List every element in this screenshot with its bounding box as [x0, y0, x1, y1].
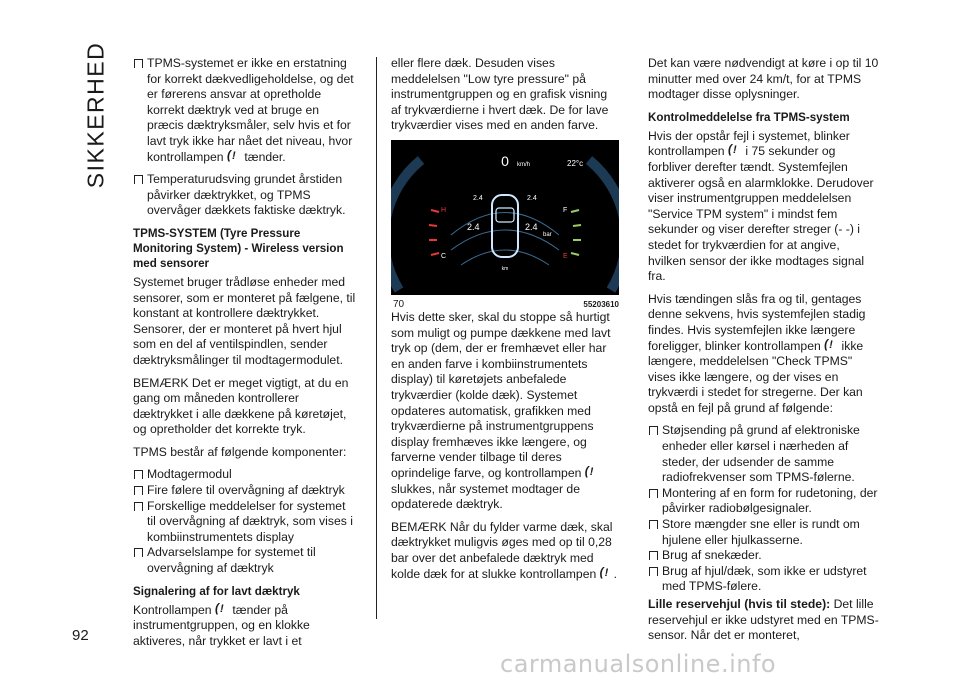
- section-heading: TPMS-SYSTEM (Tyre Pressure Monitoring System) - Wireless version med sensorer: [133, 226, 344, 270]
- page-number: 92: [72, 627, 89, 644]
- list-item: Montering af en form for rudetoning, der påvirker radiobølgesignaler.: [648, 486, 880, 517]
- list-item: Brug af snekæder.: [648, 548, 880, 564]
- note-paragraph: BEMÆRK Når du fylder varme dæk, skal dæktrykket muligvis øges med op til 0,28 bar over det anbefalede dæktryk med kolde dæk for at slukke kontrollampen ( ! .: [391, 520, 619, 582]
- inline-heading: Lille reservehjul (hvis til stede):: [648, 597, 831, 611]
- paragraph: eller flere dæk. Desuden vises meddelelsen "Low tyre pressure" på instrumentgruppen og en grafisk visning af trykværdierne i hvert dæk. De for lave trykværdier vises med en anden farve.: [391, 56, 609, 133]
- list-item: Støjsending på grund af elektroniske enheder eller kørsel i nærheden af steder, der udsender de samme radiofrekvenser som TPMS-følerne.: [648, 423, 880, 485]
- column-divider: [376, 57, 377, 619]
- tire-pressure-fl: 2.4: [473, 195, 483, 202]
- tpms-warning-icon: [229, 150, 239, 163]
- paragraph: Hvis dette sker, skal du stoppe så hurtigt som muligt og pumpe dækkene med lavt tryk op (dem, der er fremhævet eller har en anden farve i kombiinstrumentets display) til køretøjets anbefalede trykværdier (kolde dæk). Systemet opdateres automatisk, grafikken med trykværdierne på instrumentgruppens display fremhæves ikke længere, og farverne vender tilbage til deres oprindelige farve, og kontrollampen ( ! slukkes, når systemet modtager de opdaterede dæktryk.: [391, 310, 619, 513]
- tpms-warning-icon: [217, 603, 227, 616]
- paragraph: TPMS består af følgende komponenter:: [133, 444, 347, 459]
- tire-pressure-fr: 2.4: [527, 195, 537, 202]
- list-item: Store mængder sne eller is rundt om hjulene eller hjulkasserne.: [648, 517, 880, 548]
- tpms-warning-icon: [602, 567, 612, 580]
- paragraph: Systemet bruger trådløse enheder med sensorer, som er monteret på fælgene, til konstant at kontrollere dæktrykket. Sensorer, der er monteret på hvert hjul som en del af ventilspindlen, sender dæktryksmålinger til modtagermodulet.: [133, 274, 356, 367]
- column-3: [648, 56, 880, 651]
- speed-unit: km/h: [517, 162, 531, 168]
- pressure-unit: bar: [543, 232, 552, 238]
- note-paragraph: BEMÆRK Det er meget vigtigt, at du en gang om måneden kontrollerer dæktrykket i alle dækkene på køretøjet, og opretholder det korrekte tryk.: [133, 375, 349, 437]
- fuel-empty-label: E: [563, 253, 568, 260]
- list-item: Advarselslampe for systemet til overvågning af dæktryk: [133, 545, 357, 576]
- column-2: [391, 56, 619, 141]
- section-heading: Signalering af for lavt dæktryk: [133, 584, 300, 598]
- bullet-item: TPMS-systemet er ikke en erstatning for korrekt dækvedligeholdelse, og det er førerens ansvar at opretholde korrekt dæktryk ved at bruge en præcis dæktryksmåler, selv hvis et for lavt tryk ikke har nået det niveau, hvor kontrollampen ( ! tænder.: [133, 56, 357, 165]
- section-title: SIKKERHED: [82, 41, 109, 189]
- tire-pressure-rr: 2.4: [525, 222, 538, 232]
- paragraph: Hvis tændingen slås fra og til, gentages denne sekvens, hvis systemfejlen stadig findes. Hvis systemfejlen ikke længere foreligger, blinker kontrollampen ( ! ikke længere, meddelelsen "Check TPMS" vises ikke længere, og der vises en trykværdi i stedet for stregerne. Der kan opstå en fejl på grund af følgende:: [648, 292, 880, 417]
- instrument-cluster-figure: [391, 140, 619, 295]
- instrument-cluster-graphic: [391, 140, 619, 295]
- watermark: carmanualsonline.info: [500, 650, 777, 678]
- speed-value: 0: [501, 153, 509, 169]
- tpms-warning-icon: [826, 339, 836, 352]
- column-2-continued: [391, 310, 619, 589]
- paragraph: Hvis der opstår fejl i systemet, blinker kontrollampen ( ! i 75 sekunder og forbliver derefter tændt. Systemfejlen aktiverer også en alarmklokke. Derudover viser instrumentgruppen meddelelsen "Service TPM system" i mindst fem sekunder og viser derefter streger (- -) i stedet for trykværdien for at angive, hvilken sensor der ikke modtages signal fra.: [648, 129, 880, 285]
- column-1: [133, 56, 357, 656]
- tpms-warning-icon: [587, 466, 597, 479]
- tire-pressure-rl: 2.4: [467, 222, 480, 232]
- tpms-warning-icon: [730, 144, 740, 157]
- temperature-value: 22°c: [567, 159, 584, 168]
- figure-number: 70: [393, 299, 405, 310]
- paragraph: Lille reservehjul (hvis til stede): Det lille reservehjul er ikke udstyret med en TPMS-sensor. Når det er monteret,: [648, 597, 879, 643]
- temp-hot-label: H: [441, 207, 447, 214]
- temp-cold-label: C: [441, 253, 447, 260]
- bullet-item: Temperaturudsving grundet årstiden påvirker dæktrykket, og TPMS overvåger dækkets faktiske dæktryk.: [133, 172, 357, 219]
- fuel-full-label: F: [563, 207, 568, 214]
- figure-code: 55203610: [583, 300, 619, 309]
- list-item: Forskellige meddelelser for systemet til overvågning af dæktryk, som vises i kombiinstrumentets display: [133, 499, 357, 546]
- paragraph: Det kan være nødvendigt at køre i op til 10 minutter med over 24 km/t, for at TPMS modtager disse oplysninger.: [648, 56, 879, 102]
- list-item: Brug af hjul/dæk, som ikke er udstyret med TPMS-følere.: [648, 564, 880, 595]
- section-heading: Kontrolmeddelelse fra TPMS-system: [648, 110, 850, 124]
- list-item: Fire følere til overvågning af dæktryk: [133, 483, 357, 499]
- odometer-unit: km: [501, 266, 509, 272]
- paragraph: Kontrollampen ( ! tænder på instrumentgruppen, og en klokke aktiveres, når trykket er lavt i et: [133, 603, 357, 650]
- list-item: Modtagermodul: [133, 467, 357, 483]
